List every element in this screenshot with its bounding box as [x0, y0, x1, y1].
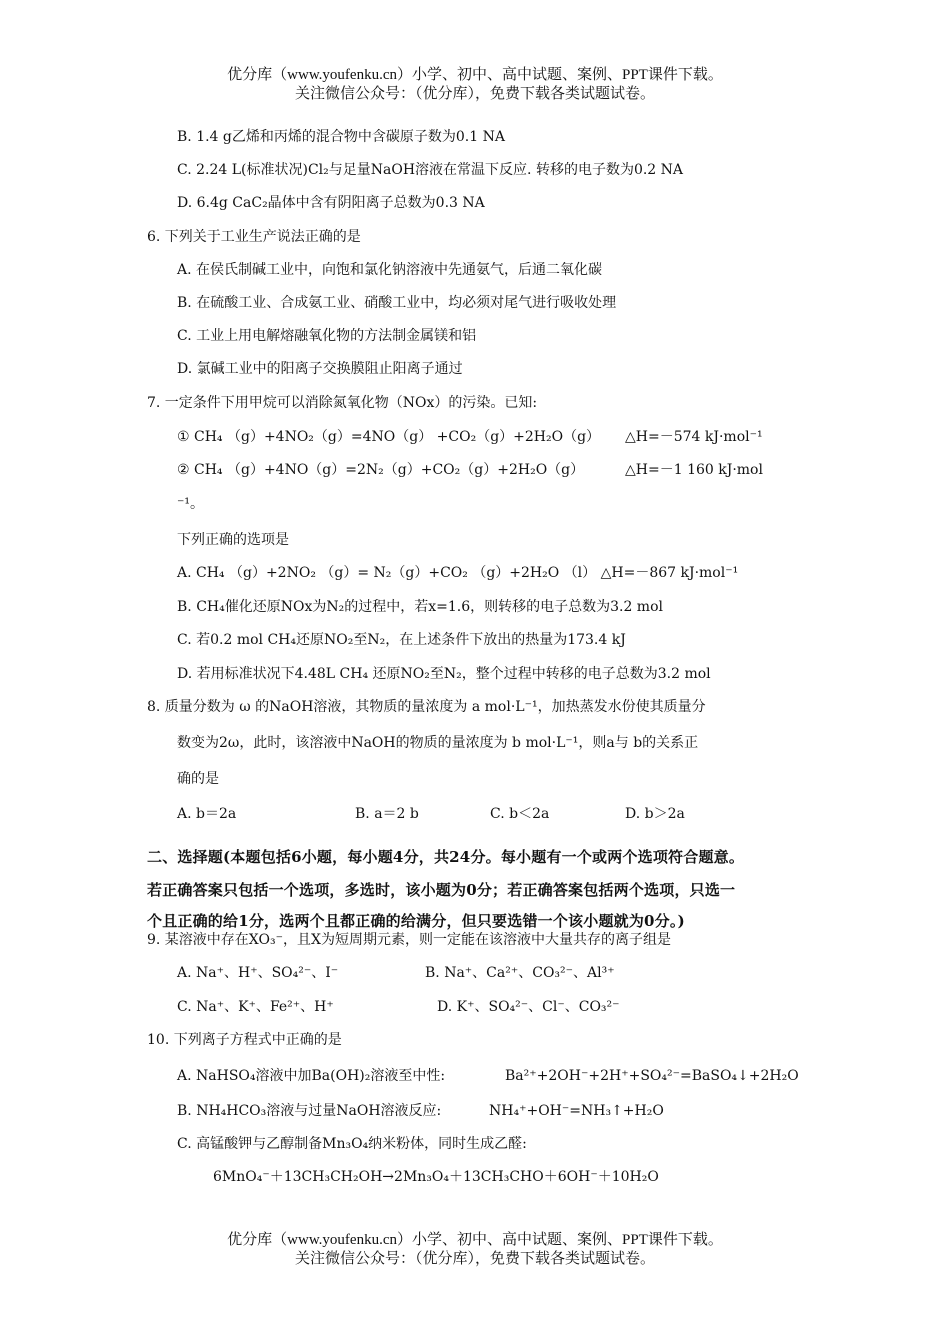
q6-option-d: D. 氯碱工业中的阳离子交换膜阻止阳离子通过 — [177, 361, 463, 377]
q10-option-c: C. 高锰酸钾与乙醇制备Mn₃O₄纳米粉体，同时生成乙醛: — [177, 1136, 527, 1152]
footer-line-2: 关注微信公众号：（优分库），免费下载各类试题试卷。 — [294, 1251, 655, 1267]
q7-option-d: D. 若用标准状况下4.48L CH₄ 还原NO₂至N₂，整个过程中转移的电子总数为3.2 mol — [177, 666, 711, 682]
footer-line-1: 优分库（www.youfenku.cn）小学、初中、高中试题、案例、PPT课件下载。 — [227, 1232, 723, 1248]
q7-option-a: A. CH₄ （g）+2NO₂ （g）= N₂（g）+CO₂ （g）+2H₂O （l） △H=－867 kJ·mol⁻¹ — [177, 565, 739, 581]
q8-option-a: A. b＝2a — [177, 806, 237, 822]
q6-option-b: B. 在硫酸工业、合成氨工业、硝酸工业中，均必须对尾气进行吸收处理 — [177, 295, 617, 311]
section-2-heading-line-2: 若正确答案只包括一个选项，多选时，该小题为0分；若正确答案包括两个选项，只选一 — [147, 881, 736, 899]
q10-stem: 10. 下列离子方程式中正确的是 — [147, 1032, 342, 1048]
q6-option-c: C. 工业上用电解熔融氧化物的方法制金属镁和铝 — [177, 328, 477, 344]
q5-option-c: C. 2.24 L(标准状况)Cl₂与足量NaOH溶液在常温下反应. 转移的电子数为0.2 NA — [177, 162, 684, 178]
q8-stem-line-3: 确的是 — [177, 771, 219, 787]
q7-stem: 7. 一定条件下用甲烷可以消除氮氧化物（NOx）的污染。已知: — [147, 395, 538, 411]
q10-option-a: A. NaHSO₄溶液中加Ba(OH)₂溶液至中性: — [177, 1068, 446, 1084]
q6-stem: 6. 下列关于工业生产说法正确的是 — [147, 229, 361, 245]
q8-option-b: B. a＝2 b — [355, 806, 419, 822]
q9-option-a: A. Na⁺、H⁺、SO₄²⁻、I⁻ — [177, 965, 339, 981]
section-2-heading-line-3: 个且正确的给1分，选两个且都正确的给满分，但只要选错一个该小题就为0分。) — [147, 912, 685, 930]
q8-option-d: D. b＞2a — [625, 806, 685, 822]
q7-equation-2-enthalpy: △H=－1 160 kJ·mol — [625, 462, 763, 478]
q7-option-c: C. 若0.2 mol CH₄还原NO₂至N₂，在上述条件下放出的热量为173.4 kJ — [177, 632, 626, 648]
header-line-1: 优分库（www.youfenku.cn）小学、初中、高中试题、案例、PPT课件下载。 — [227, 67, 723, 83]
q5-option-b: B. 1.4 g乙烯和丙烯的混合物中含碳原子数为0.1 NA — [177, 129, 505, 145]
q7-prompt: 下列正确的选项是 — [177, 532, 289, 548]
q9-stem: 9. 某溶液中存在XO₃⁻，且X为短周期元素，则一定能在该溶液中大量共存的离子组是 — [147, 932, 671, 948]
section-2-heading-line-1: 二、选择题(本题包括6小题，每小题4分，共24分。每小题有一个或两个选项符合题意。 — [147, 848, 745, 866]
q7-equation-1-enthalpy: △H=－574 kJ·mol⁻¹ — [625, 429, 763, 445]
q7-option-b: B. CH₄催化还原NOx为N₂的过程中，若x=1.6，则转移的电子总数为3.2 mol — [177, 599, 663, 615]
q10-option-b: B. NH₄HCO₃溶液与过量NaOH溶液反应: — [177, 1103, 442, 1119]
q10-option-b-equation: NH₄⁺+OH⁻=NH₃↑+H₂O — [489, 1103, 664, 1119]
q10-option-a-equation: Ba²⁺+2OH⁻+2H⁺+SO₄²⁻=BaSO₄↓+2H₂O — [505, 1068, 799, 1084]
q10-option-c-equation: 6MnO₄⁻＋13CH₃CH₂OH→2Mn₃O₄＋13CH₃CHO＋6OH⁻＋10H₂O — [213, 1169, 659, 1185]
q8-option-c: C. b＜2a — [490, 806, 550, 822]
q7-equation-2-unit-tail: ⁻¹。 — [177, 496, 205, 512]
q7-equation-1: ① CH₄ （g）+4NO₂（g）=4NO（g） +CO₂（g）+2H₂O（g） — [177, 429, 601, 445]
q7-equation-2: ② CH₄ （g）+4NO（g）=2N₂（g）+CO₂（g）+2H₂O（g） — [177, 462, 585, 478]
q5-option-d: D. 6.4g CaC₂晶体中含有阴阳离子总数为0.3 NA — [177, 195, 485, 211]
q9-option-d: D. K⁺、SO₄²⁻、Cl⁻、CO₃²⁻ — [437, 999, 620, 1015]
q9-option-b: B. Na⁺、Ca²⁺、CO₃²⁻、Al³⁺ — [425, 965, 615, 981]
q9-option-c: C. Na⁺、K⁺、Fe²⁺、H⁺ — [177, 999, 334, 1015]
q8-stem-line-1: 8. 质量分数为 ω 的NaOH溶液，其物质的量浓度为 a mol·L⁻¹，加热蒸发水份使其质量分 — [147, 699, 706, 715]
header-line-2: 关注微信公众号：（优分库），免费下载各类试题试卷。 — [294, 86, 655, 102]
q6-option-a: A. 在侯氏制碱工业中，向饱和氯化钠溶液中先通氨气，后通二氧化碳 — [177, 262, 603, 278]
q8-stem-line-2: 数变为2ω，此时，该溶液中NaOH的物质的量浓度为 b mol·L⁻¹，则a与 b的关系正 — [177, 735, 699, 751]
